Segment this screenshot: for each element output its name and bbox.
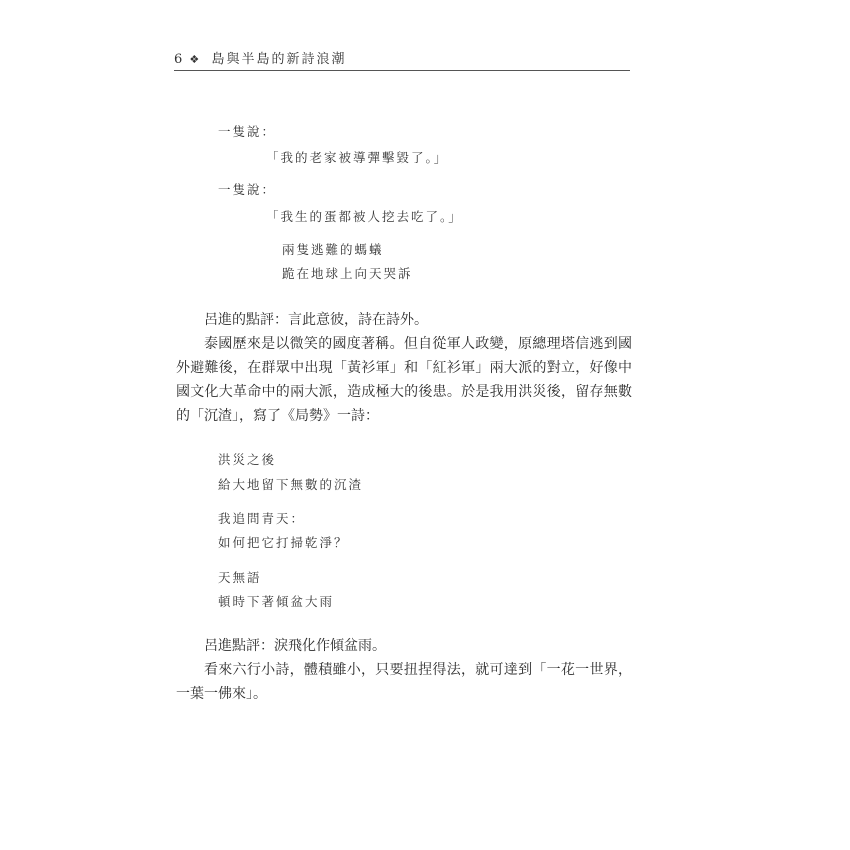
paragraph: 呂進點評：淚飛化作傾盆雨。 [204, 638, 386, 654]
prose-block [176, 308, 632, 428]
paragraph: 泰國歷來是以微笑的國度著稱。但自從軍人政變，原總理塔信逃到國外避難後，在群眾中出現「黃衫軍」和「紅衫軍」兩大派的對立，好像中國文化大革命中的兩大派，造成極大的後患。於是我用洪災後，留存無數的「沉渣」，寫了《局勢》一詩： [176, 336, 632, 424]
poem-line: 如何把它打掃乾淨？ [218, 535, 349, 550]
poem-line: 一隻說： [218, 124, 277, 139]
poem-line: 我追問青天： [218, 511, 306, 526]
poem-line: 天無語 [218, 570, 262, 585]
poem-line: 一隻說： [218, 182, 277, 197]
poem-line: 洪災之後 [218, 452, 277, 467]
poem-line: 「我的老家被導彈擊毀了。」 [266, 150, 449, 165]
poem-line: 兩隻逃難的螞蟻 [282, 242, 384, 257]
running-header [174, 52, 630, 71]
poem-line: 頓時下著傾盆大雨 [218, 594, 335, 609]
ornament-icon: ❖ [189, 53, 200, 66]
book-title: 島與半島的新詩浪潮 [211, 52, 347, 67]
poem-line: 給大地留下無數的沉渣 [218, 477, 364, 492]
poem-line: 跪在地球上向天哭訴 [282, 266, 413, 281]
paragraph: 看來六行小詩，體積雖小，只要扭捏得法，就可達到「一花一世界，一葉一佛來」。 [176, 662, 632, 702]
paragraph: 呂進的點評：言此意彼，詩在詩外。 [204, 312, 428, 328]
poem-line: 「我生的蛋都被人挖去吃了。」 [266, 209, 463, 224]
prose-block [176, 634, 632, 706]
page-number: 6 [174, 52, 183, 67]
